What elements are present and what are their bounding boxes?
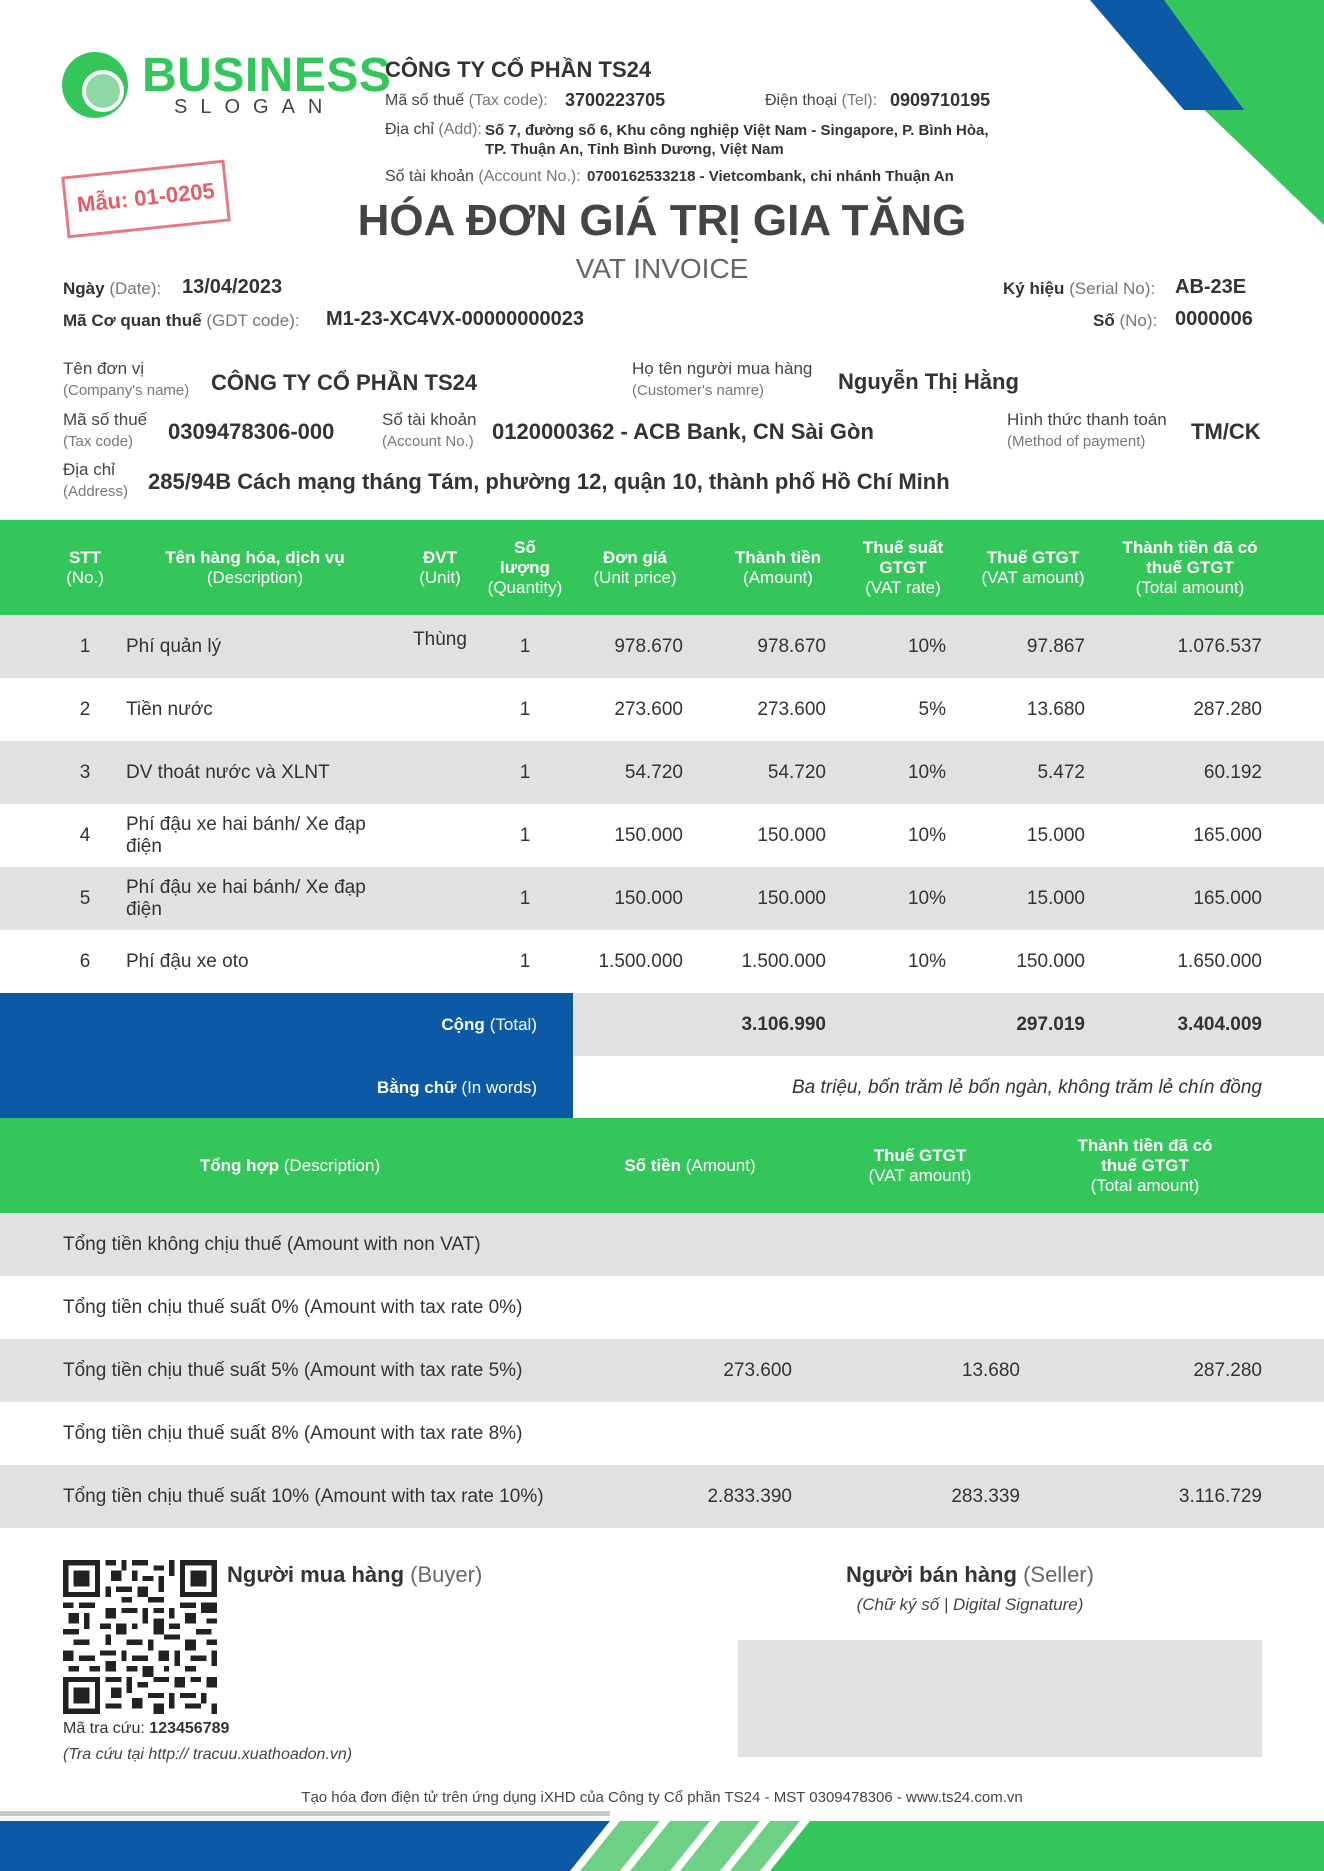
item-rate: 10%: [907, 887, 946, 909]
item-total: 1.076.537: [1177, 635, 1262, 657]
col-price-header: Đơn giá (Unit price): [593, 547, 677, 587]
table-row: [0, 741, 1324, 804]
summary-row: [0, 1339, 1324, 1402]
col-no-header: STT (No.): [66, 547, 104, 587]
item-rate: 10%: [907, 761, 946, 783]
serial-label: [1003, 279, 1155, 299]
item-desc: Phí đậu xe hai bánh/ Xe đạp điện: [126, 813, 366, 857]
date-label: [63, 279, 161, 299]
buyer-title-en: (Buyer): [410, 1562, 483, 1587]
sum-vat-header: Thuế GTGT (VAT amount): [868, 1145, 972, 1185]
lookup-code: 123456789: [149, 1720, 230, 1737]
item-qty: 1: [519, 950, 531, 972]
col-vat-header: Thuế GTGT (VAT amount): [981, 547, 1085, 587]
no-label-en: (No):: [1119, 311, 1158, 330]
item-rate: 5%: [918, 698, 946, 720]
col-amount-header: Thành tiền (Amount): [735, 547, 821, 587]
seller-tel-label: Điện thoại: [765, 92, 838, 109]
summary-total: 3.116.729: [1178, 1485, 1262, 1507]
summary-amount: [640, 1402, 792, 1465]
logo-brand: BUSINESS: [142, 49, 392, 102]
seller-title-vi: Người bán hàng: [846, 1562, 1017, 1587]
item-total: 60.192: [1203, 761, 1262, 783]
item-no: 3: [79, 761, 91, 783]
corner-decoration: [1034, 0, 1324, 225]
seller-tax-code: 3700223705: [565, 90, 666, 110]
bottom-decoration: [0, 1811, 1324, 1871]
summary-desc: Tổng tiền chịu thuế suất 0% (Amount with tax rate 0%): [63, 1296, 523, 1318]
item-rate: 10%: [907, 635, 946, 657]
item-desc: Tiền nước: [126, 698, 213, 720]
item-desc: DV thoát nước và XLNT: [126, 761, 330, 783]
buyer-unit-label-vi: Tên đơn vị: [63, 359, 145, 378]
no-label: [1093, 311, 1157, 331]
footer-note: Tạo hóa đơn điện tử trên ứng dụng iXHD của Công ty Cổ phần TS24 - MST 0309478306 - www.ts24.com.vn: [301, 1789, 1023, 1806]
date-label-vi: Ngày: [63, 279, 105, 298]
seller-tel: 0909710195: [890, 90, 991, 110]
serial-no: AB-23E: [1175, 276, 1247, 298]
payment-method-label-en: (Method of payment): [1007, 433, 1146, 450]
item-total: 165.000: [1193, 887, 1262, 909]
item-qty: 1: [519, 761, 531, 783]
summary-row: [0, 1276, 1324, 1339]
item-rate: 10%: [907, 950, 946, 972]
seller-signature-title: [740, 1562, 1200, 1588]
summary-desc: Tổng tiền chịu thuế suất 10% (Amount with tax rate 10%): [63, 1485, 544, 1507]
lookup-code-line: [63, 1720, 229, 1738]
summary-amount: [640, 1276, 792, 1339]
amount-in-words: Ba triệu, bốn trăm lẻ bốn ngàn, không trăm lẻ chín đồng: [791, 1076, 1262, 1098]
buyer-tax-label: [63, 409, 147, 453]
col-total-header: Thành tiền đã có thuế GTGT (Total amount): [1122, 537, 1258, 597]
summary-vat: 283.339: [951, 1485, 1020, 1507]
item-no: 6: [79, 950, 91, 972]
item-rate: 10%: [907, 824, 946, 846]
buyer-addr-label-vi: Địa chỉ: [63, 460, 115, 479]
invoice-title: HÓA ĐƠN GIÁ TRỊ GIA TĂNG: [357, 196, 967, 245]
item-vat: 15.000: [1026, 824, 1085, 846]
table-row: [0, 615, 1324, 678]
item-desc: Phí đậu xe hai bánh/ Xe đạp điện: [126, 876, 366, 920]
seller-acct-line: [385, 168, 581, 186]
buyer-signature-title: [227, 1562, 482, 1588]
item-unit: Thùng: [413, 629, 467, 650]
summary-vat: [860, 1402, 1020, 1465]
buyer-address: 285/94B Cách mạng tháng Tám, phường 12, quận 10, thành phố Hồ Chí Minh: [148, 469, 950, 494]
item-desc: Phí quản lý: [126, 635, 222, 657]
item-total: 287.280: [1193, 698, 1262, 720]
item-amount: 54.720: [767, 761, 826, 783]
summary-header: [0, 1118, 1324, 1213]
summary-total: 287.280: [1193, 1359, 1262, 1381]
seller-tel-label-en: (Tel):: [841, 92, 878, 109]
item-unit: [400, 741, 480, 804]
item-total: 165.000: [1193, 824, 1262, 846]
seller-address-line2: TP. Thuận An, Tỉnh Bình Dương, Việt Nam: [485, 141, 784, 158]
item-qty: 1: [519, 887, 531, 909]
table-row: [0, 678, 1324, 741]
item-vat: 97.867: [1026, 635, 1085, 657]
buyer-unit-label-en: (Company's name): [63, 382, 190, 399]
total-label: [0, 993, 573, 1056]
signature-box: [738, 1640, 1262, 1757]
seller-address-line1: Số 7, đường số 6, Khu công nghiệp Việt Nam - Singapore, P. Bình Hòa,: [485, 122, 989, 139]
buyer-name-label: [632, 358, 812, 402]
item-unit: [400, 678, 480, 741]
total-grand: 3.404.009: [1177, 1013, 1262, 1035]
summary-amount: 273.600: [723, 1359, 792, 1381]
invoice-no: 0000006: [1175, 308, 1253, 330]
seller-title-en: (Seller): [1023, 1562, 1094, 1587]
seller-tax-label: Mã số thuế: [385, 92, 465, 109]
summary-amount: [640, 1213, 792, 1276]
summary-total: [1080, 1276, 1262, 1339]
words-label-en: (In words): [461, 1077, 537, 1097]
buyer-name-label-vi: Họ tên người mua hàng: [632, 359, 813, 378]
serial-label-en: (Serial No):: [1069, 279, 1156, 298]
item-qty: 1: [519, 635, 531, 657]
payment-method-label: [1007, 409, 1167, 453]
buyer-title-vi: Người mua hàng: [227, 1562, 405, 1587]
table-row: [0, 867, 1324, 930]
item-unit: [400, 867, 480, 930]
logo-circle-icon: [62, 52, 128, 118]
sum-desc-header: Tổng hợp (Description): [199, 1155, 381, 1175]
gdt-label-en: (GDT code):: [206, 311, 300, 330]
total-vat: 297.019: [1016, 1013, 1085, 1035]
payment-method: TM/CK: [1191, 419, 1261, 444]
item-vat: 15.000: [1026, 887, 1085, 909]
buyer-unit-label: [63, 358, 189, 402]
item-no: 2: [79, 698, 91, 720]
buyer-acct-label: [382, 409, 477, 453]
seller-acct-label-en: (Account No.):: [478, 168, 581, 185]
seller-acct-label: Số tài khoản: [385, 168, 474, 185]
total-label-vi: Cộng: [441, 1014, 485, 1034]
gdt-label-vi: Mã Cơ quan thuế: [63, 311, 202, 330]
summary-total: [1080, 1213, 1262, 1276]
buyer-unit: CÔNG TY CỔ PHẦN TS24: [211, 370, 478, 395]
col-qty-header: Số lượng (Quantity): [487, 537, 563, 597]
buyer-addr-label: [63, 459, 128, 503]
seller-name: CÔNG TY CỔ PHẦN TS24: [385, 57, 652, 82]
summary-vat: 13.680: [961, 1359, 1020, 1381]
seller-account: 0700162533218 - Vietcombank, chi nhánh Thuận An: [587, 168, 954, 185]
total-row: [0, 993, 1324, 1056]
item-desc: Phí đậu xe oto: [126, 950, 249, 972]
items-table-header: [0, 520, 1324, 615]
form-stamp: Mẫu: 01-0205: [61, 160, 231, 239]
payment-method-label-vi: Hình thức thanh toán: [1007, 410, 1167, 429]
gdt-label: [63, 311, 300, 331]
summary-total: [1080, 1402, 1262, 1465]
item-price: 273.600: [614, 698, 683, 720]
item-price: 54.720: [624, 761, 683, 783]
buyer-acct: 0120000362 - ACB Bank, CN Sài Gòn: [492, 419, 874, 444]
col-desc-header: Tên hàng hóa, dịch vụ (Description): [165, 547, 345, 587]
summary-desc: Tổng tiền chịu thuế suất 5% (Amount with tax rate 5%): [63, 1359, 523, 1381]
seller-addr-line: [385, 121, 482, 139]
seller-addr-label: Địa chỉ: [385, 121, 434, 138]
gdt-code: M1-23-XC4VX-00000000023: [326, 308, 584, 330]
table-row: [0, 804, 1324, 867]
item-amount: 150.000: [757, 887, 826, 909]
summary-desc: Tổng tiền chịu thuế suất 8% (Amount with tax rate 8%): [63, 1422, 523, 1444]
buyer-name: Nguyễn Thị Hằng: [838, 369, 1019, 394]
col-rate-header: Thuế suất GTGT (VAT rate): [862, 537, 944, 597]
buyer-addr-label-en: (Address): [63, 483, 129, 500]
buyer-acct-label-en: (Account No.): [382, 433, 474, 450]
item-unit: [400, 804, 480, 867]
col-unit-header: ĐVT (Unit): [419, 547, 461, 587]
item-price: 150.000: [614, 887, 683, 909]
lookup-label: Mã tra cứu:: [63, 1720, 145, 1737]
item-vat: 5.472: [1037, 761, 1085, 783]
summary-table: [0, 1118, 1324, 1528]
summary-vat: [860, 1276, 1020, 1339]
lookup-note: (Tra cứu tại http:// tracuu.xuathoadon.vn): [63, 1746, 353, 1763]
buyer-tax-label-vi: Mã số thuế: [63, 410, 148, 429]
digital-signature-label: (Chữ ký số | Digital Signature): [856, 1595, 1084, 1614]
summary-desc: Tổng tiền không chịu thuế (Amount with non VAT): [63, 1233, 481, 1255]
serial-label-vi: Ký hiệu: [1003, 279, 1065, 298]
item-no: 1: [79, 635, 91, 657]
item-unit: [400, 930, 480, 993]
buyer-name-label-en: (Customer's namre): [632, 382, 765, 399]
table-row: [0, 930, 1324, 993]
summary-amount: 2.833.390: [707, 1485, 792, 1507]
item-price: 978.670: [614, 635, 683, 657]
total-label-en: (Total): [489, 1014, 537, 1034]
total-amount: 3.106.990: [741, 1013, 826, 1035]
sum-total-header: Thành tiền đã có thuế GTGT (Total amount): [1077, 1135, 1213, 1195]
seller-address: [485, 121, 989, 159]
item-amount: 273.600: [757, 698, 826, 720]
item-price: 1.500.000: [598, 950, 683, 972]
invoice-subtitle: VAT INVOICE: [575, 253, 749, 284]
invoice-date: 13/04/2023: [182, 276, 283, 298]
seller-tax-line: [385, 92, 548, 110]
no-label-vi: Số: [1093, 311, 1115, 330]
item-no: 5: [79, 887, 91, 909]
item-no: 4: [79, 824, 91, 846]
buyer-tax: 0309478306-000: [168, 419, 335, 444]
item-qty: 1: [519, 698, 531, 720]
words-label-vi: Bằng chữ: [377, 1077, 457, 1097]
item-amount: 978.670: [757, 635, 826, 657]
seller-addr-label-en: (Add):: [438, 121, 482, 138]
summary-row: [0, 1402, 1324, 1465]
item-total: 1.650.000: [1177, 950, 1262, 972]
buyer-acct-label-vi: Số tài khoản: [382, 410, 477, 429]
item-amount: 1.500.000: [741, 950, 826, 972]
summary-row: [0, 1465, 1324, 1528]
item-price: 150.000: [614, 824, 683, 846]
logo-slogan: SLOGAN: [174, 96, 336, 118]
item-qty: 1: [519, 824, 531, 846]
item-amount: 150.000: [757, 824, 826, 846]
company-logo: [62, 49, 392, 122]
words-row: [0, 1056, 1324, 1119]
item-vat: 150.000: [1016, 950, 1085, 972]
date-label-en: (Date):: [109, 279, 162, 298]
seller-tel-line: [765, 92, 877, 110]
sum-amount-header: Số tiền (Amount): [624, 1155, 756, 1175]
words-label: [0, 1056, 573, 1119]
summary-row: [0, 1213, 1324, 1276]
summary-vat: [860, 1213, 1020, 1276]
qr-code-icon: [63, 1560, 217, 1714]
buyer-tax-label-en: (Tax code): [63, 433, 134, 450]
item-vat: 13.680: [1026, 698, 1085, 720]
seller-tax-label-en: (Tax code):: [468, 92, 548, 109]
items-table: [0, 520, 1324, 1119]
